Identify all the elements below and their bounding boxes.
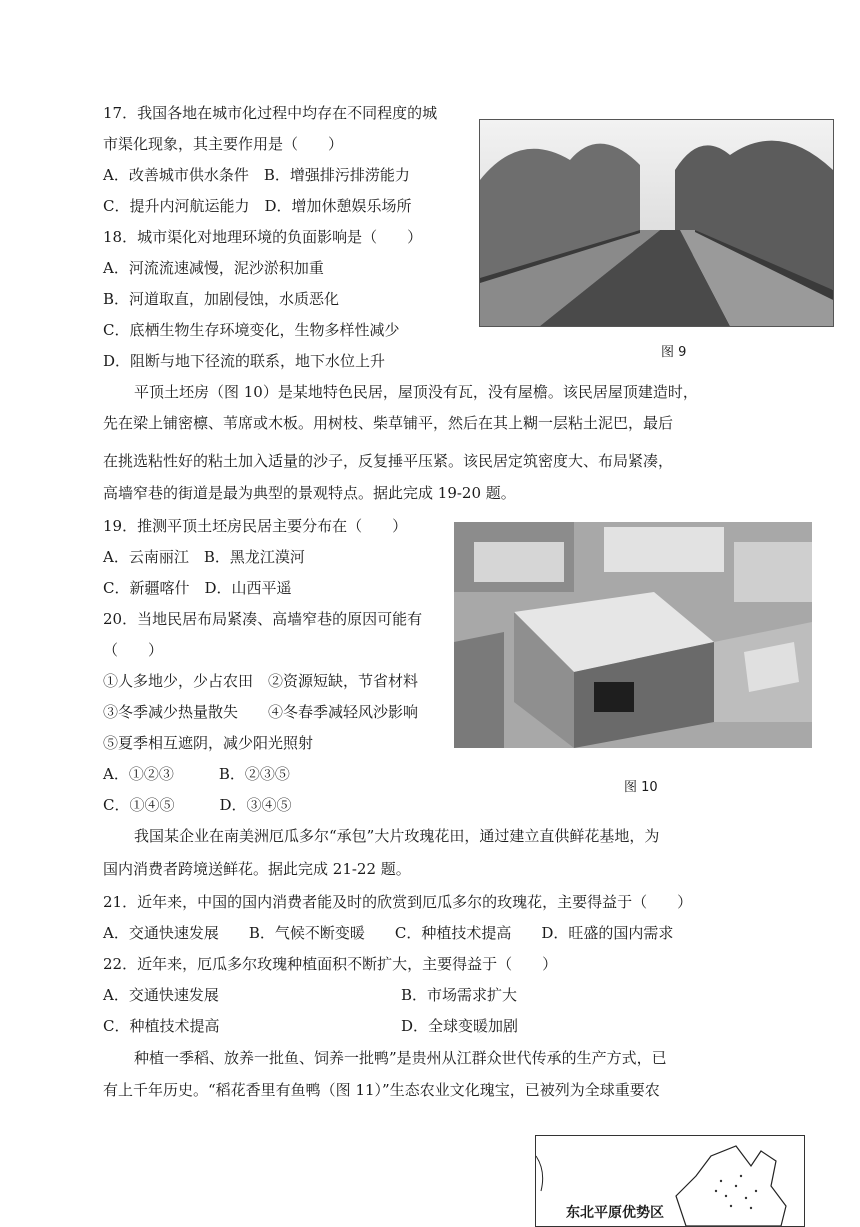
- q17-stem-line2: 市渠化现象，其主要作用是（ ）: [103, 135, 344, 153]
- passage-adobe-line2: 先在梁上铺密檩、苇席或木板。用树枝、柴草铺平，然后在其上糊一层粘土泥巴，最后: [103, 414, 674, 432]
- q20-options-cd: C．①④⑤ D．③④⑤: [103, 796, 292, 814]
- canal-photo-illustration: [480, 120, 833, 326]
- passage-adobe-line4: 高墙窄巷的街道是最为典型的景观特点。据此完成 19-20 题。: [103, 484, 516, 502]
- q17-options-ab: A．改善城市供水条件 B．增强排污排涝能力: [103, 166, 410, 184]
- figure-10-adobe-houses-photo: [454, 522, 812, 748]
- q22-option-c: C．种植技术提高: [103, 1017, 220, 1035]
- figure-11-map: [535, 1135, 805, 1227]
- passage-adobe-line1: 平顶土坯房（图 10）是某地特色民居，屋顶没有瓦，没有屋檐。该民居屋顶建造时，: [134, 383, 698, 401]
- q20-stem-line2: （ ）: [103, 641, 164, 659]
- q18-option-d: D．阻断与地下径流的联系，地下水位上升: [103, 352, 386, 370]
- q20-options-ab: A．①②③ B．②③⑤: [103, 765, 290, 783]
- figure-10-caption: 图 10: [624, 780, 658, 795]
- figure-9-caption: 图 9: [661, 345, 687, 360]
- q18-option-a: A．河流流速减慢，泥沙淤积加重: [103, 259, 324, 277]
- q22-option-a: A．交通快速发展: [103, 986, 219, 1004]
- q22-stem: 22．近年来，厄瓜多尔玫瑰种植面积不断扩大，主要得益于（ ）: [103, 955, 558, 973]
- q21-options: A．交通快速发展 B．气候不断变暖 C．种植技术提高 D．旺盛的国内需求: [103, 924, 674, 942]
- q21-stem: 21．近年来，中国的国内消费者能及时的欣赏到厄瓜多尔的玫瑰花，主要得益于（ ）: [103, 893, 693, 911]
- q17-options-cd: C．提升内河航运能力 D．增加休憩娱乐场所: [103, 197, 412, 215]
- passage-roses-line2: 国内消费者跨境送鲜花。据此完成 21-22 题。: [103, 860, 411, 878]
- q20-items-34: ③冬季减少热量散失 ④冬春季减轻风沙影响: [103, 703, 419, 721]
- q19-stem: 19．推测平顶土坯房民居主要分布在（ ）: [103, 517, 408, 535]
- q22-option-b: B．市场需求扩大: [401, 986, 518, 1004]
- q17-stem-line1: 17．我国各地在城市化过程中均存在不同程度的城: [103, 104, 438, 122]
- q22-option-d: D．全球变暖加剧: [401, 1017, 519, 1035]
- q20-items-12: ①人多地少，少占农田 ②资源短缺，节省材料: [103, 672, 419, 690]
- passage-rice-fish-line1: 种植一季稻、放养一批鱼、饲养一批鸭”是贵州从江群众世代传承的生产方式，已: [134, 1049, 667, 1067]
- passage-adobe-line3: 在挑选粘性好的粘土加入适量的沙子，反复捶平压紧。该民居定筑密度大、布局紧凑，: [103, 452, 674, 470]
- adobe-houses-illustration: [454, 522, 812, 748]
- figure-9-canal-photo: [479, 119, 834, 327]
- q18-option-c: C．底栖生物生存环境变化，生物多样性减少: [103, 321, 400, 339]
- q20-item-5: ⑤夏季相互遮阴，减少阳光照射: [103, 734, 314, 752]
- q18-option-b: B．河道取直，加剧侵蚀，水质恶化: [103, 290, 340, 308]
- q18-stem: 18．城市渠化对地理环境的负面影响是（ ）: [103, 228, 423, 246]
- passage-roses-line1: 我国某企业在南美洲厄瓜多尔“承包”大片玫瑰花田，通过建立直供鲜花基地，为: [134, 827, 660, 845]
- map-region-label: 东北平原优势区: [566, 1205, 664, 1221]
- q19-options-cd: C．新疆喀什 D．山西平遥: [103, 579, 292, 597]
- passage-rice-fish-line2: 有上千年历史。“稻花香里有鱼鸭（图 11）”生态农业文化瑰宝，已被列为全球重要农: [103, 1081, 660, 1099]
- q19-options-ab: A．云南丽江 B．黑龙江漠河: [103, 548, 305, 566]
- q20-stem-line1: 20．当地民居布局紧凑、高墙窄巷的原因可能有: [103, 610, 423, 628]
